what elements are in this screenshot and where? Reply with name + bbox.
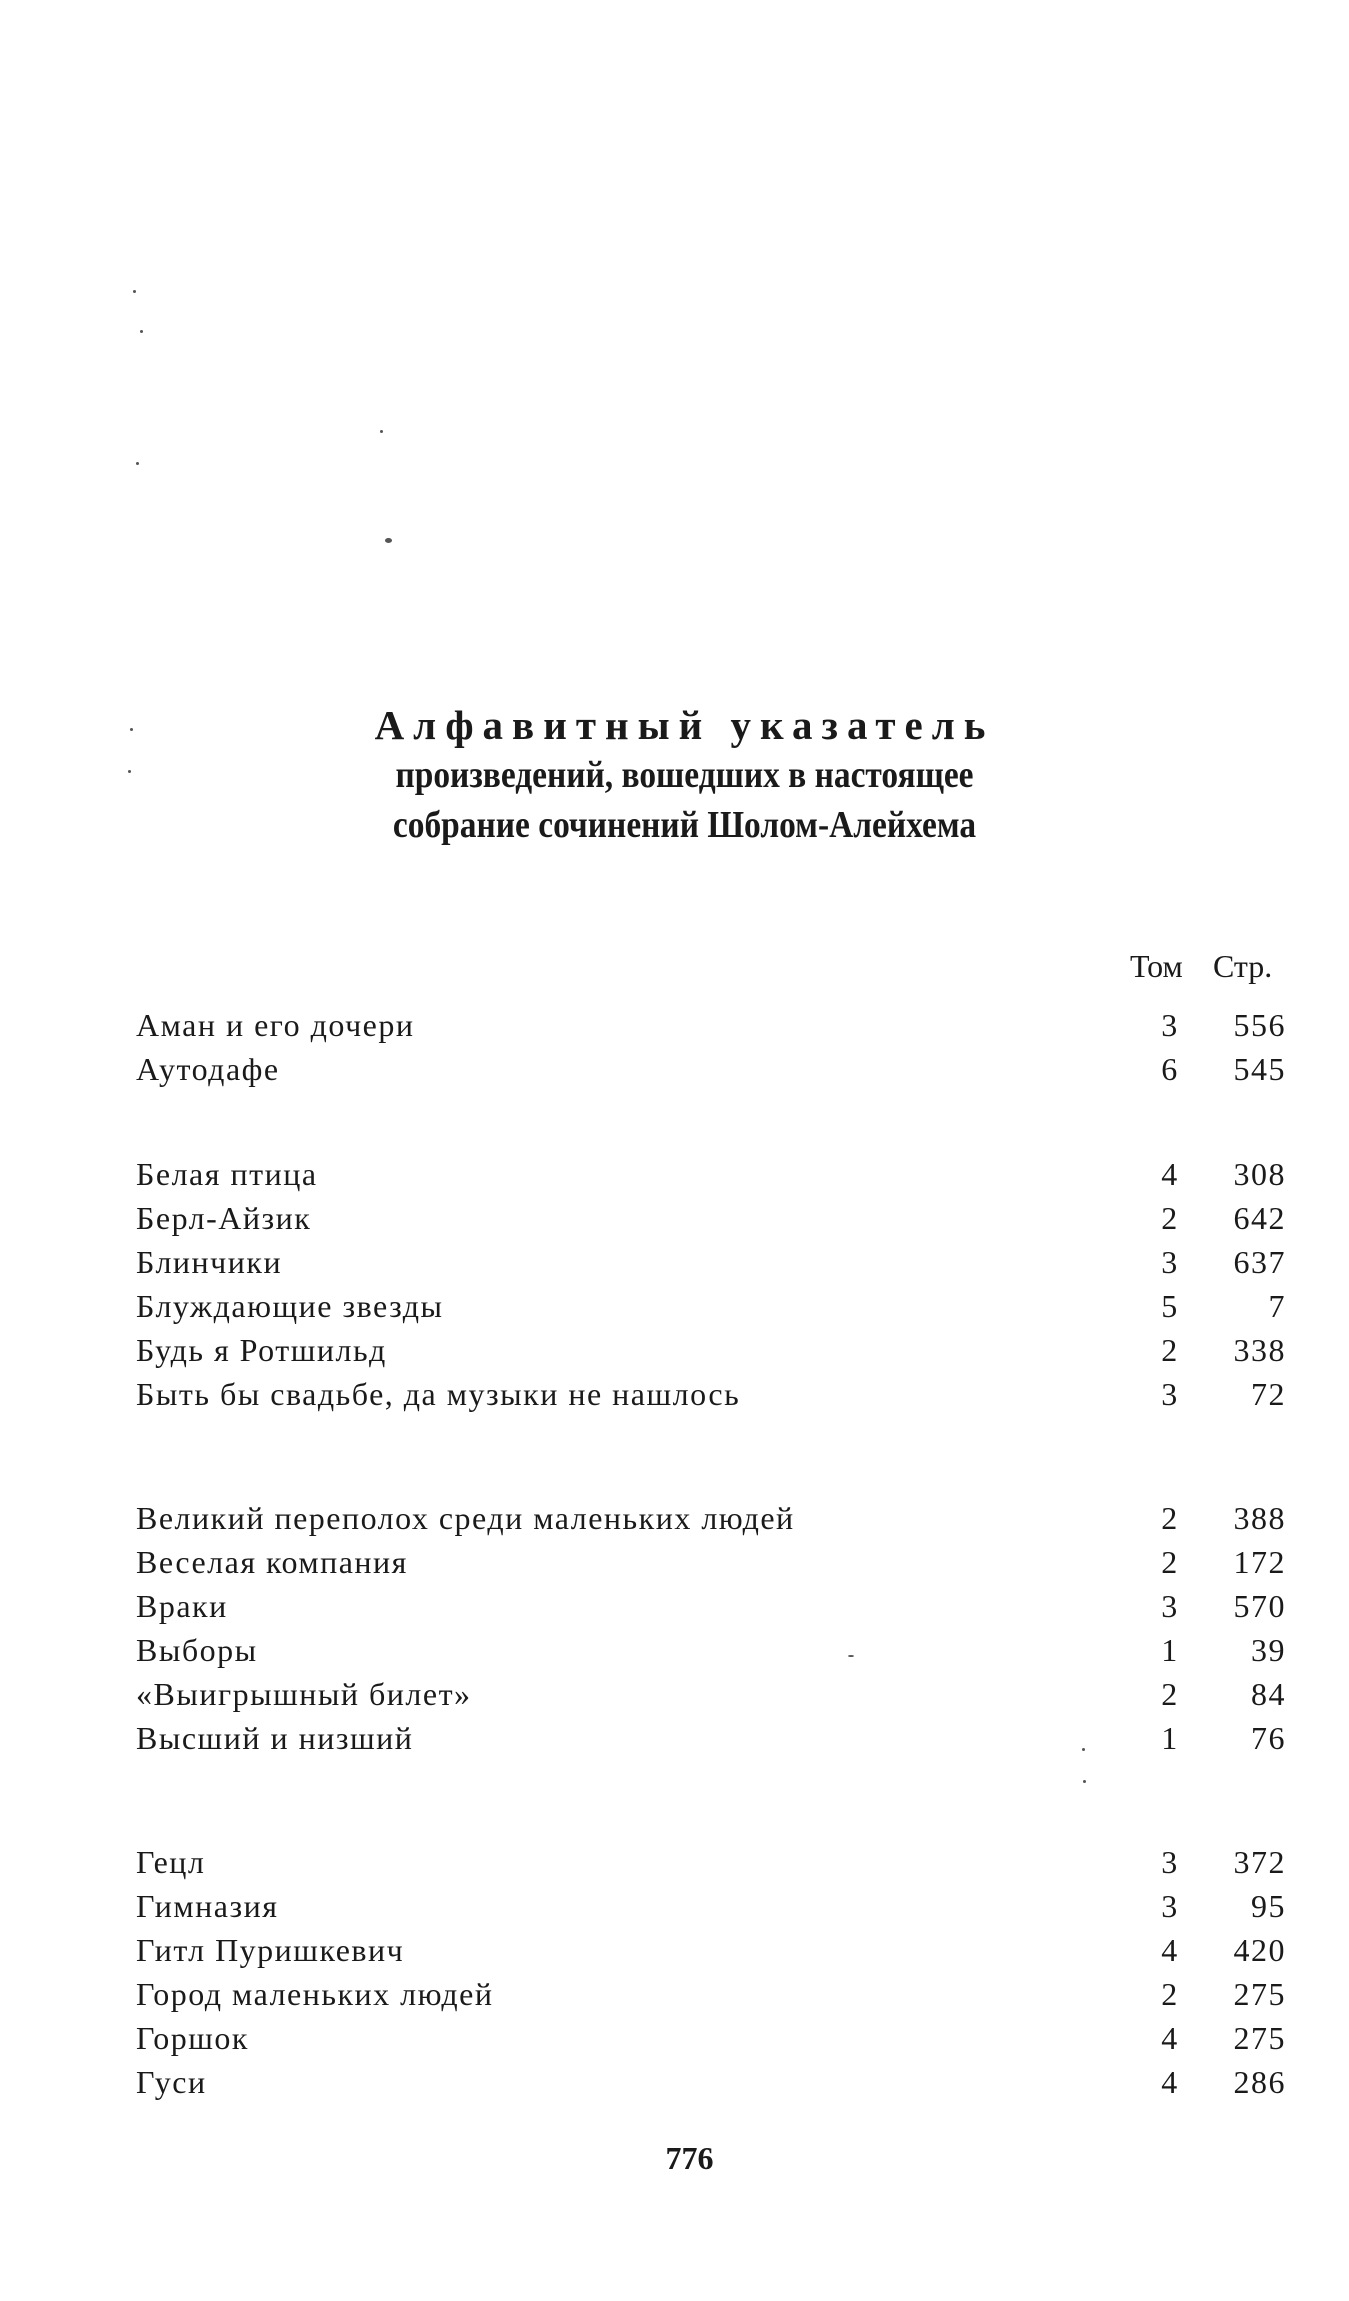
entry-volume: 3 [1161,1007,1179,1043]
entry-title: Гуси [136,2064,207,2100]
entry-page: 275 [1233,2020,1286,2056]
index-entry [0,1284,1349,1328]
entry-title: Будь я Ротшильд [136,1332,387,1368]
entry-page: 39 [1251,1632,1286,1668]
entry-title: Горшок [136,2020,249,2056]
entry-volume: 6 [1161,1051,1179,1087]
entry-title: Выборы [136,1632,258,1668]
entry-volume: 2 [1161,1200,1179,1236]
index-list [0,1003,1349,2184]
scan-speck [140,330,143,333]
entry-title: Быть бы свадьбе, да музыки не нашлось [136,1376,741,1412]
entry-page: 545 [1233,1051,1286,1087]
entry-title: Белая птица [136,1156,318,1192]
entry-page: 556 [1233,1007,1286,1043]
scan-speck [1082,1748,1085,1751]
index-entry [0,1240,1349,1284]
index-entry [0,1047,1349,1091]
entry-volume: 2 [1161,1676,1179,1712]
entry-page: 7 [1268,1288,1286,1324]
entry-page: 286 [1233,2064,1286,2100]
entry-title: «Выигрышный билет» [136,1676,472,1712]
title-line-3: собрание сочинений Шолом-Алейхема [392,804,977,846]
entry-volume: 1 [1161,1632,1179,1668]
entry-page: 76 [1251,1720,1286,1756]
entry-volume: 2 [1161,1500,1179,1536]
index-entry [0,2016,1349,2060]
scan-speck [380,430,383,433]
index-entry [0,1328,1349,1372]
index-title [0,700,1349,850]
index-entry [0,1928,1349,1972]
index-entry [0,2060,1349,2104]
index-entry [0,1152,1349,1196]
entry-title: Блуждающие звезды [136,1288,444,1324]
entry-page: 372 [1233,1844,1286,1880]
entry-page: 275 [1233,1976,1286,2012]
entry-volume: 5 [1161,1288,1179,1324]
entry-title: Веселая компания [136,1544,408,1580]
entry-title: Берл-Айзик [136,1200,312,1236]
index-entry [0,1584,1349,1628]
index-entry [0,1972,1349,2016]
entry-page: 388 [1233,1500,1286,1536]
entry-page: 420 [1233,1932,1286,1968]
entry-volume: 3 [1161,1844,1179,1880]
index-group-v [0,1496,1349,1760]
entry-volume: 2 [1161,1976,1179,2012]
entry-page: 308 [1233,1156,1286,1192]
entry-page: 72 [1251,1376,1286,1412]
entry-title: Аутодафе [136,1051,280,1087]
entry-volume: 4 [1161,2064,1179,2100]
entry-page: 84 [1251,1676,1286,1712]
scan-speck [1083,1780,1086,1783]
entry-volume: 3 [1161,1888,1179,1924]
entry-title: Аман и его дочери [136,1007,415,1043]
entry-page: 95 [1251,1888,1286,1924]
scan-speck [133,290,136,293]
entry-volume: 4 [1161,1932,1179,1968]
index-entry [0,1372,1349,1416]
entry-page: 570 [1233,1588,1286,1624]
index-entry [0,1716,1349,1760]
entry-volume: 4 [1161,1156,1179,1192]
index-group-a [0,1003,1349,1091]
index-entry [0,1672,1349,1716]
scan-speck [130,728,133,731]
index-group-b [0,1152,1349,1416]
entry-title: Гимназия [136,1888,279,1924]
entry-title: Блинчики [136,1244,283,1280]
scan-speck [136,462,139,465]
entry-title: Высший и низший [136,1720,414,1756]
page-column-header: Стр. [1213,948,1273,984]
index-entry [0,1496,1349,1540]
entry-volume: 4 [1161,2020,1179,2056]
title-line-2: произведений, вошедших в настоящее [395,754,974,796]
entry-title: Город маленьких людей [136,1976,494,2012]
entry-volume: 1 [1161,1720,1179,1756]
page-number: 776 [665,2140,714,2176]
entry-page: 172 [1233,1544,1286,1580]
volume-column-header: Том [1130,948,1183,984]
title-line-1: Алфавитный указатель [374,702,995,748]
scan-speck [128,770,131,773]
index-entry [0,1884,1349,1928]
entry-volume: 2 [1161,1332,1179,1368]
entry-title: Великий переполох среди маленьких людей [136,1500,795,1536]
entry-title: Враки [136,1588,228,1624]
index-entry [0,1003,1349,1047]
scan-speck [848,1655,854,1657]
scan-speck [385,538,392,543]
entry-volume: 3 [1161,1588,1179,1624]
entry-page: 637 [1233,1244,1286,1280]
entry-volume: 3 [1161,1244,1179,1280]
index-entry [0,1840,1349,1884]
index-group-g [0,1840,1349,2104]
index-entry [0,1540,1349,1584]
entry-title: Гецл [136,1844,206,1880]
index-entry [0,1196,1349,1240]
entry-volume: 2 [1161,1544,1179,1580]
entry-page: 642 [1233,1200,1286,1236]
index-entry [0,1628,1349,1672]
column-headers [1130,948,1272,985]
entry-volume: 3 [1161,1376,1179,1412]
entry-page: 338 [1233,1332,1286,1368]
entry-title: Гитл Пуришкевич [136,1932,405,1968]
